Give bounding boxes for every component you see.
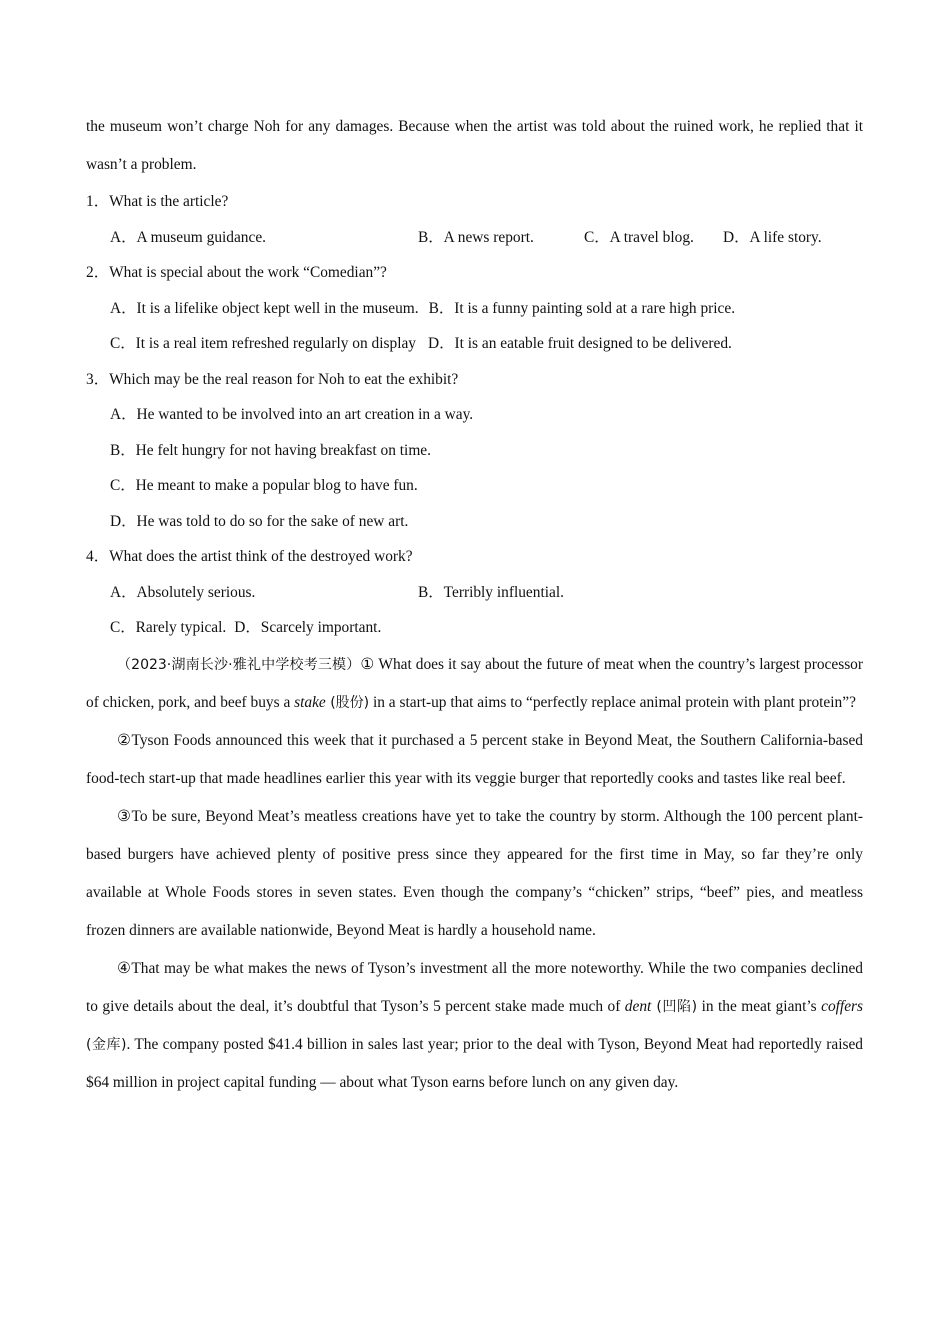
passage-paragraph-3: ③To be sure, Beyond Meat’s meatless creations have yet to take the country by storm. Although the 100 percent plant-based burgers have achieved plenty of positive press since they appeared for the first time in May, so far they’re only available at Whole Foods stores in seven states. Even though the company’s “chicken” strips, “beef” pies, and meatless frozen dinners are available nationwide, Beyond Meat is hardly a household name. (86, 807, 863, 939)
question-number: 4． (86, 548, 110, 565)
option-b: B．Terribly influential. (418, 583, 564, 601)
vocab-gloss: (股份) (325, 694, 370, 711)
question-number: 3． (86, 370, 110, 388)
option-b: B．It is a funny painting sold at a rare high price. (428, 299, 736, 317)
question-1 (86, 184, 863, 220)
question-4 (86, 539, 863, 575)
question-4-options-row-1 (86, 575, 863, 611)
question-2 (86, 255, 863, 291)
passage-paragraph-4 (86, 950, 863, 1102)
option-a: A．A museum guidance. (110, 228, 267, 246)
option-c: C．Rarely typical. (110, 619, 227, 636)
option-c: C．It is a real item refreshed regularly on display (110, 335, 417, 352)
option-a: A．It is a lifelike object kept well in the museum. (110, 299, 419, 317)
option-a: A．He wanted to be involved into an art creation in a way. (110, 406, 474, 423)
vocab-term: coffers (821, 997, 863, 1015)
passage-paragraph-1 (86, 646, 863, 722)
option-d: D．Scarcely important. (234, 619, 382, 636)
question-2-options-row-1 (86, 291, 863, 327)
question-1-options (86, 220, 863, 256)
question-text: What is special about the work “Comedian”? (109, 264, 387, 281)
document-page (86, 108, 863, 1102)
question-2-options-row-2 (86, 326, 863, 362)
vocab-term: stake (294, 693, 326, 711)
question-text: What is the article? (109, 193, 229, 210)
paragraph-text: ④That may be what makes the news of Tyson’s investment all the more noteworthy. While the two companies declined to give details about the deal, it’s doubtful that Tyson’s 5 percent stake made much of (86, 959, 863, 1015)
paragraph-text: ① What does it say about the future of meat when the country’s largest processor of chicken, pork, and beef buys a (86, 655, 864, 711)
option-d: D．It is an eatable fruit designed to be delivered. (428, 335, 732, 352)
paragraph-text: in the meat giant’s (697, 997, 822, 1015)
question-number: 2． (86, 264, 110, 281)
vocab-gloss: (金库) (86, 1036, 127, 1053)
option-d: D．He was told to do so for the sake of new art. (110, 512, 409, 530)
option-d: D．A life story. (723, 228, 822, 246)
option-c: C．He meant to make a popular blog to have fun. (110, 477, 418, 494)
paragraph-text: in a start-up that aims to “perfectly replace animal protein with plant protein”? (369, 693, 856, 711)
paragraph-text: . The company posted $41.4 billion in sales last year; prior to the deal with Tyson, Beyond Meat had reportedly raised $64 million in project capital funding — about what Tyson earns before lunch on any given day. (86, 1035, 863, 1091)
question-number: 1． (86, 193, 110, 210)
question-3 (86, 362, 863, 398)
vocab-term: dent (624, 997, 652, 1015)
intro-paragraph: the museum won’t charge Noh for any damages. Because when the artist was told about the ruined work, he replied that it wasn’t a problem. (86, 118, 863, 173)
passage-source: （2023·湖南长沙·雅礼中学校考三模） (117, 656, 361, 673)
question-4-options-row-2 (86, 610, 863, 646)
option-a: A．Absolutely serious. (110, 583, 256, 601)
passage-paragraph-2: ②Tyson Foods announced this week that it purchased a 5 percent stake in Beyond Meat, the Southern California-based food-tech start-up that made headlines earlier this year with its veggie burger that reportedly cooks and tastes like real beef. (86, 731, 863, 787)
option-b: B．He felt hungry for not having breakfast on time. (110, 441, 431, 459)
option-b: B．A news report. (418, 228, 534, 246)
option-c: C．A travel blog. (584, 228, 694, 246)
vocab-gloss: (凹陷) (651, 998, 698, 1015)
question-text: Which may be the real reason for Noh to eat the exhibit? (109, 370, 459, 388)
question-text: What does the artist think of the destroyed work? (109, 548, 413, 565)
